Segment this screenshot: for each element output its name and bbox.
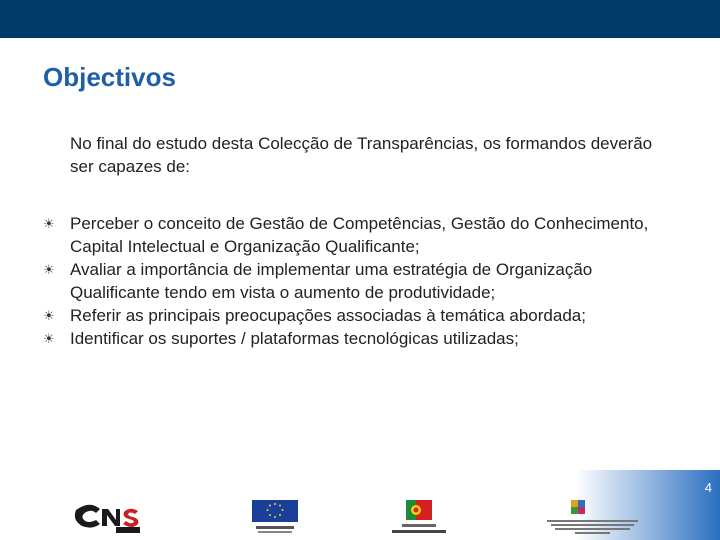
list-item	[43, 304, 683, 327]
list-item	[43, 258, 683, 304]
slide-title: Objectivos	[43, 62, 176, 92]
bullet-star-icon: ☀	[43, 331, 55, 346]
header-bar	[0, 0, 720, 38]
bullet-star-icon: ☀	[43, 262, 55, 277]
objectives-list	[43, 212, 683, 350]
list-item	[43, 327, 683, 350]
partner-logo	[545, 498, 640, 536]
cns-logo	[72, 500, 142, 534]
list-item-text: Referir as principais preocupações associadas à temática abordada;	[70, 306, 586, 325]
list-item-text: Identificar os suportes / plataformas tecnológicas utilizadas;	[70, 329, 519, 348]
bullet-star-icon: ☀	[43, 216, 55, 231]
portugal-government-logo	[388, 498, 450, 536]
bullet-star-icon: ☀	[43, 308, 55, 323]
eu-flag-logo	[240, 498, 310, 536]
page-number: 4	[704, 480, 712, 495]
list-item-text: Perceber o conceito de Gestão de Competências, Gestão do Conhecimento, Capital Intelectual e Organização Qualificante;	[70, 214, 649, 256]
intro-text: No final do estudo desta Colecção de Transparências, os formandos deverão ser capazes de:	[70, 134, 653, 176]
list-item	[43, 212, 683, 258]
list-item-text: Avaliar a importância de implementar uma estratégia de Organização Qualificante tendo em vista o aumento de produtividade;	[70, 260, 593, 302]
